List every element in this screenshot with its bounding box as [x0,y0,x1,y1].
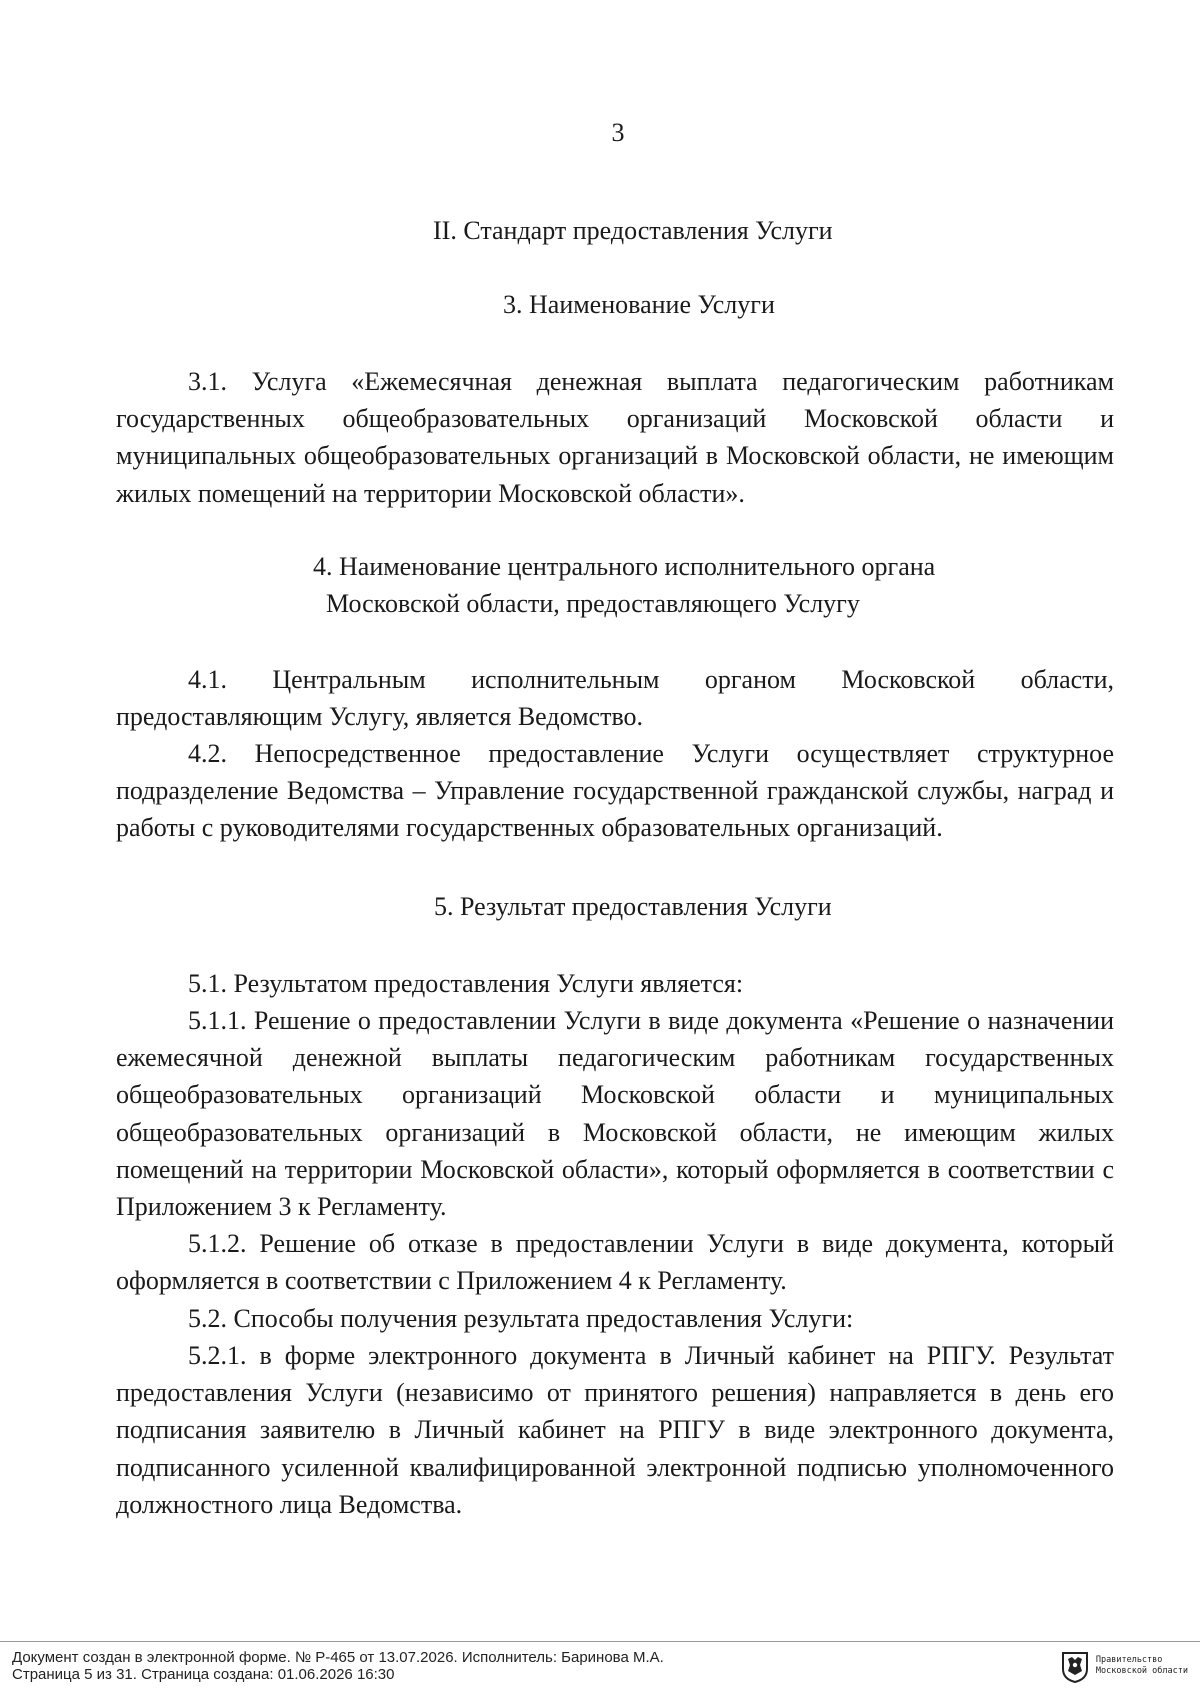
paragraph-5-2: 5.2. Способы получения результата предоставления Услуги: [188,1304,854,1333]
heading-section-4-line1: 4. Наименование центрального исполнительного органа [313,552,936,581]
heading-section-ii: II. Стандарт предоставления Услуги [433,216,833,245]
heading-section-4-line2: Московской области, предоставляющего Услугу [326,589,860,618]
paragraph-5-1-2: 5.1.2. Решение об отказе в предоставлении Услуги в виде документа, который оформляется в соответствии с Приложением 4 к Регламенту. [116,1229,1114,1296]
paragraph-5-1: 5.1. Результатом предоставления Услуги является: [188,969,744,998]
moscow-region-emblem-icon [1060,1649,1090,1683]
paragraph-5-1-1: 5.1.1. Решение о предоставлении Услуги в виде документа «Решение о назначении ежемесячной денежной выплаты педагогическим работникам государственных общеобразовательных организаций Московской области и муниципальных общеобразовательных организаций в Московской области, не имеющим жилых помещений на территории Московской области», который оформляется в соответствии с Приложением 3 к Регламенту. [116,1006,1114,1222]
footer-document-info: Документ создан в электронной форме. № Р-465 от 13.07.2026. Исполнитель: Баринова М.А. [12,1649,664,1666]
footer-logo-line2: Московской области [1095,1666,1188,1676]
paragraph-3-1: 3.1. Услуга «Ежемесячная денежная выплата педагогическим работникам государственных общеобразовательных организаций Московской области и муниципальных общеобразовательных организаций в Московской области, не имеющим жилых помещений на территории Московской области». [116,367,1114,508]
footer-logo [1060,1649,1188,1683]
footer-info [12,1649,664,1683]
footer-divider [0,1641,1200,1642]
paragraph-4-1: 4.1. Центральным исполнительным органом Московской области, предоставляющим Услугу, является Ведомство. [116,665,1114,732]
paragraph-5-2-1: 5.2.1. в форме электронного документа в Личный кабинет на РПГУ. Результат предоставления Услуги (независимо от принятого решения) направляется в день его подписания заявителю в Личный кабинет на РПГУ в виде электронного документа, подписанного усиленной квалифицированной электронной подписью уполномоченного должностного лица Ведомства. [116,1341,1114,1519]
paragraph-4-2: 4.2. Непосредственное предоставление Услуги осуществляет структурное подразделение Ведомства – Управление государственной гражданской службы, наград и работы с руководителями государственных образовательных организаций. [116,739,1114,843]
heading-section-5: 5. Результат предоставления Услуги [434,892,832,921]
heading-section-3: 3. Наименование Услуги [503,290,775,319]
page-number: 3 [611,118,625,147]
footer-page-info: Страница 5 из 31. Страница создана: 01.06.2026 16:30 [12,1666,395,1683]
footer-logo-line1: Правительство [1095,1655,1163,1665]
